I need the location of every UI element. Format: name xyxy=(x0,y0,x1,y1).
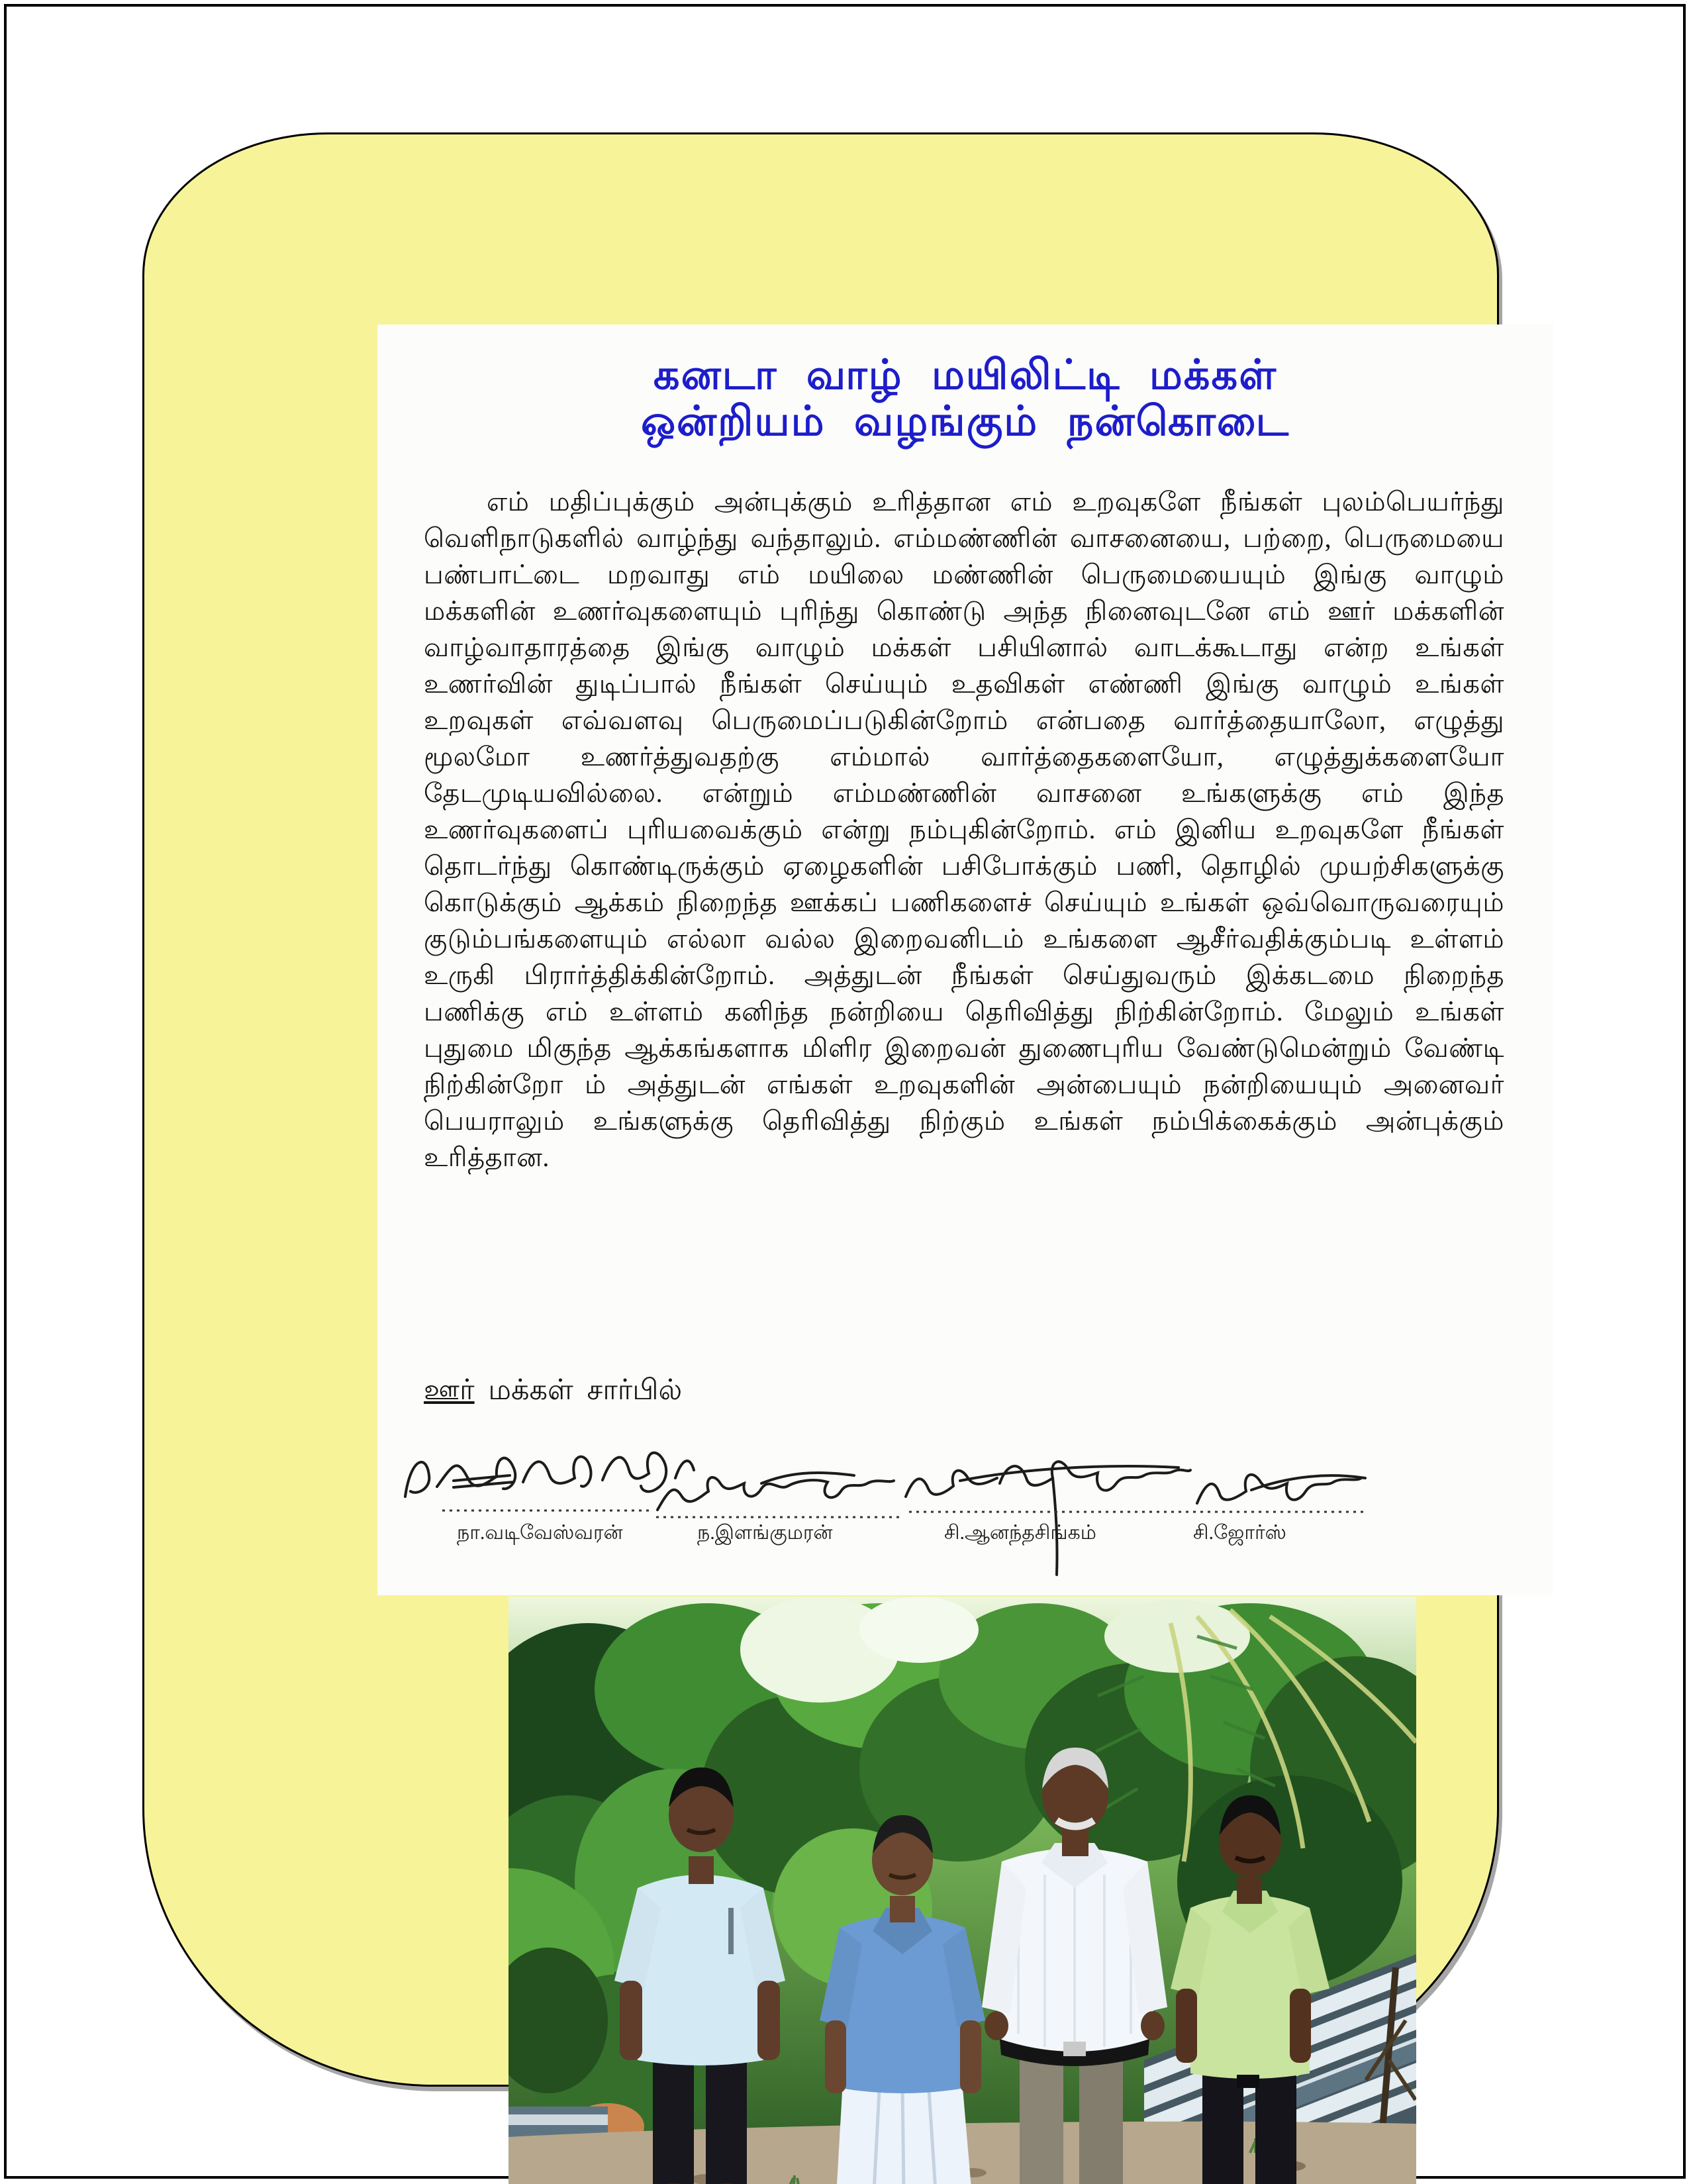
signatory-name: நா.வடிவேஸ்வரன் xyxy=(457,1522,623,1544)
signoff-line xyxy=(424,1374,682,1410)
signature-3 xyxy=(906,1462,1190,1575)
group-photo xyxy=(508,1597,1416,2184)
letter-sheet xyxy=(377,324,1553,1595)
title-line-2: ஒன்றியம் வழங்கும் நன்கொடை xyxy=(641,399,1290,444)
group-photo-illustration xyxy=(508,1597,1416,2184)
signatory-name: சி.ஆனந்தசிங்கம் xyxy=(944,1522,1096,1544)
signatory-names-row xyxy=(377,1522,1553,1555)
letter-title xyxy=(377,352,1553,445)
signatory-name: ந.இளங்குமரன் xyxy=(697,1522,833,1544)
title-line-1: கனடா வாழ் மயிலிட்டி மக்கள் xyxy=(653,353,1278,398)
signoff-rest: மக்கள் சார்பில் xyxy=(474,1375,683,1406)
signature-4 xyxy=(1197,1475,1365,1503)
signature-1 xyxy=(405,1453,694,1497)
signoff-word: ஊர் xyxy=(424,1375,475,1406)
letter-body: எம் மதிப்புக்கும் அன்புக்கும் உரித்தான எம் உறவுகளே நீங்கள் புலம்பெயர்ந்து வெளிநாடுகளில் வாழ்ந்து வந்தாலும். எம்மண்ணின் வாசனையை, பற்றை, பெருமையை பண்பாட்டை மறவாது எம் மயிலை மண்ணின் பெருமையையும் இங்கு வாழும் மக்களின் உணர்வுகளையும் புரிந்து கொண்டு அந்த நினைவுடனே எம் ஊர் மக்களின் வாழ்வாதாரத்தை இங்கு வாழும் மக்கள் பசியினால் வாடக்கூடாது என்ற உங்கள் உணர்வின் துடிப்பால் நீங்கள் செய்யும் உதவிகள் எண்ணி இங்கு வாழும் உங்கள் உறவுகள் எவ்வளவு பெருமைப்படுகின்றோம் என்பதை வார்த்தையாலோ, எழுத்து மூலமோ உணர்த்துவதற்கு எம்மால் வார்த்தைகளையோ, எழுத்துக்களையோ தேடமுடியவில்லை. என்றும் எம்மண்ணின் வாசனை உங்களுக்கு எம் இந்த உணர்வுகளைப் புரியவைக்கும் என்று நம்புகின்றோம். எம் இனிய உறவுகளே நீங்கள் தொடர்ந்து கொண்டிருக்கும் ஏழைகளின் பசிபோக்கும் பணி, தொழில் முயற்சிகளுக்கு கொடுக்கும் ஆக்கம் நிறைந்த ஊக்கப் பணிகளைச் செய்யும் உங்கள் ஒவ்வொருவரையும் குடும்பங்களையும் எல்லா வல்ல இறைவனிடம் உங்களை ஆசீர்வதிக்கும்படி உள்ளம் உருகி பிரார்த்திக்கின்றோம். அத்துடன் நீங்கள் செய்துவரும் இக்கடமை நிறைந்த பணிக்கு எம் உள்ளம் கனிந்த நன்றியை தெரிவித்து நிற்கின்றோம். மேலும் உங்கள் புதுமை மிகுந்த ஆக்கங்களாக மிளிர இறைவன் துணைபுரிய வேண்டுமென்றும் வேண்டி நிற்கின்றோ ம் அத்துடன் எங்கள் உறவுகளின் அன்பையும் நன்றியையும் அனைவர் பெயராலும் உங்களுக்கு தெரிவித்து நிற்கும் உங்கள் நம்பிக்கைக்கும் அன்புக்கும் உரித்தான. xyxy=(424,487,1504,1172)
signatory-name: சி.ஜோர்ஸ் xyxy=(1193,1522,1286,1544)
signature-2 xyxy=(657,1473,894,1510)
yellow-card xyxy=(142,132,1504,2087)
